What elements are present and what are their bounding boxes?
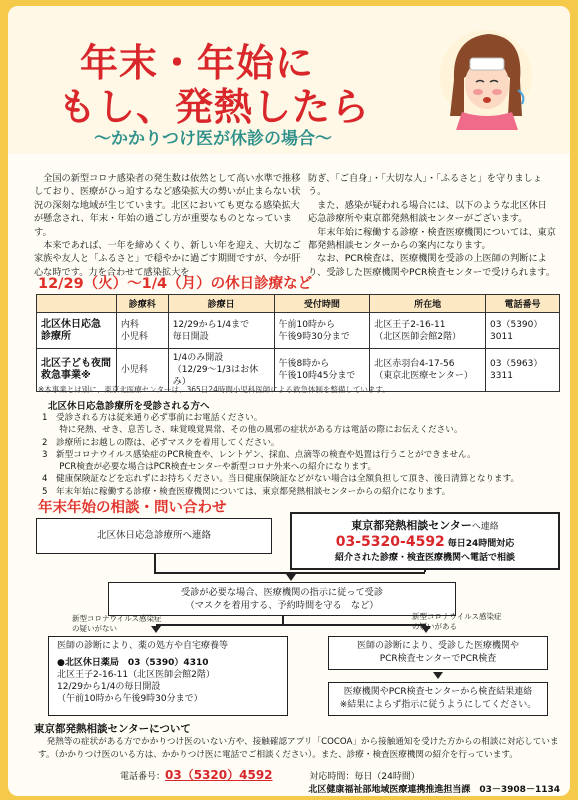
list-item: 4 健康保険証などを忘れずにお持ちください。当日健康保険証などがない場合は全額負担して頂き、後日清算となります。 (42, 474, 520, 485)
arrow-down-icon (433, 672, 443, 679)
table-cell: 午後8時から 午後10時45分まで (274, 349, 370, 392)
bottom-tel-line (120, 766, 420, 783)
col-header: 所在地 (370, 295, 486, 313)
list-item: 5 年末年始に稼働する診療・検査医療機関については、東京都発熱相談センターからの紹介になります。 (42, 486, 451, 497)
col-header: 診療科 (116, 295, 168, 313)
col-header (37, 295, 117, 313)
bottom-text: 発熱等の症状がある方でかかりつけ医のいない方や、接触確認アプリ「COCOA」から接触通知を受けた方からの相談に対応しています。（かかりつけ医のいる方は、かかりつけ医に電話でご相談ください）。また、診療・検査医療機関の紹介を行っています。 (38, 737, 559, 760)
branch-left-label: 新型コロナウイルス感染症 の疑いがない (72, 614, 162, 633)
center-phone: 03-5320-4592 (335, 534, 445, 550)
table-cell: 12/29から1/4まで 毎日開設 (168, 313, 274, 349)
lower-right-bottom-box: 医療機関やPCR検査センターから検査結果連絡 ※結果によらず指示に従うようにしてください。 (328, 682, 548, 716)
center-phone-row (292, 534, 558, 550)
pharmacy-detail: 北区王子2-16-11（北区医師会館2階） 12/29から1/4の毎日開設 （午前10時から午後9時30分まで） (57, 670, 215, 704)
schedule-note: ※本事業とは別に、東京北医療センターは、365日24時間小児科医師による救急体制を整備しています。 (38, 385, 390, 394)
col-header: 診療日 (168, 295, 274, 313)
list-item: 3 新型コロナウイルス感染症のPCR検査や、レントゲン、採血、点滴等の検査や処置は行うことができません。 PCR検査が必要な場合はPCR検査センターや新型コロナ外来への紹介になります。 (42, 449, 476, 473)
facility-name: 北区休日応急 診療所 (37, 313, 117, 349)
tel-number: 03（5320）4592 (165, 768, 273, 782)
schedule-table (36, 294, 560, 392)
connector (156, 624, 426, 626)
col-header: 電話番号 (486, 295, 560, 313)
connector (282, 616, 284, 624)
rules-list (42, 412, 562, 498)
left-box: 北区休日応急診療所へ連絡 (36, 518, 272, 554)
intro-left: 全国の新型コロナ感染者の発生数は依然として高い水準で推移しており、医療がひっ迫するなど感染拡大の勢いが止まらない状況の深刻な地域が生じています。北区においても更なる感染拡大が懸念され、年末・年始の過ごし方が重要なものとなっています。 本来であれば、一年を締めくくり、新しい年を迎え、大切なご家族や友人と「ふるさと」で穏やかに過ごす期間ですが、今が肝心な時です。力を合わせて感染拡大を (34, 173, 301, 278)
table-cell: 1/4のみ開設 （12/29～1/3はお休み） (168, 349, 274, 392)
consult-heading: 年末年始の相談・問い合わせ (38, 500, 227, 516)
table-cell: 午前10時から 午後9時30分まで (274, 313, 370, 349)
list-item: 1 受診される方は従来通り必ず事前にお電話ください。 特に発熱、せき、息苦しさ、味覚嗅覚異常、その他の風邪の症状がある方は電話の際にお伝えください。 (42, 413, 463, 436)
list-item: 2 診療所にお越しの際は、必ずマスクを着用してください。 (42, 437, 280, 448)
fever-girl-illustration (426, 20, 546, 130)
arrow-down-icon (286, 574, 296, 581)
table-cell: 内科 小児科 (116, 313, 168, 349)
title-line-1: 年末・年始に (80, 41, 315, 85)
rules-heading: 北区休日応急診療所を受診される方へ (48, 401, 210, 412)
center-title-suffix: へ連絡 (471, 522, 499, 532)
table-cell: 小児科 (116, 349, 168, 392)
branch-right-label: 新型コロナウイルス感染症 の疑いがある (412, 612, 502, 631)
center-title: 東京都発熱相談センター (351, 519, 472, 532)
tel-label: 電話番号： (120, 772, 166, 782)
footer (8, 784, 570, 796)
center-box (290, 512, 560, 570)
title-line-2: もし、発熱したら (58, 85, 371, 129)
table-cell: 03（5963） 3311 (486, 349, 560, 392)
lower-left-title: 医師の診断により、薬の処方や自宅療養等 (57, 641, 229, 651)
header (8, 6, 570, 154)
flyer-sheet (8, 6, 570, 796)
connector (154, 554, 156, 572)
footer-text: 北区健康福祉部地域医療連携推進担当課 03－3908－1134 (308, 785, 560, 795)
table-cell: 北区赤羽台4-17-56 （東京北医療センター） (370, 349, 486, 392)
schedule-heading: 12/29（火）～1/4（月）の休日診療など (38, 276, 313, 292)
bottom-heading: 東京都発熱相談センターについて (34, 723, 191, 735)
middle-box: 受診が必要な場合、医療機関の指示に従って受診 （マスクを着用する、予約時間を守る など） (108, 582, 456, 616)
tel-hours: 対応時間：毎日（24時間） (309, 772, 420, 782)
pharmacy-name: ●北区休日薬局 03（5390）4310 (57, 658, 209, 668)
center-hours: 毎日24時間対応 (447, 539, 515, 549)
center-title-wrap (292, 517, 558, 533)
table-row (37, 313, 560, 349)
subtitle: ～かかりつけ医が休診の場合～ (94, 129, 332, 149)
facility-name: 北区子ども夜間 救急事業※ (37, 349, 117, 392)
table-cell: 03（5390） 3011 (486, 313, 560, 349)
intro-right: 防ぎ、「ご自身」・「大切な人」・「ふるさと」を守りましょう。 また、感染が疑われる場合には、以下のような北区休日応急診療所や東京都発熱相談センターがございます。 年末年始に稼働する診療・検査医療機関については、東京都発熱相談センターからの案内になります。 なお、PCR検査は、医療機関を受診の上医師の判断により、受診した医療機関やPCR検査センターで受けられます。 (308, 173, 556, 278)
table-cell: 北区王子2-16-11 （北区医師会館2階） (370, 313, 486, 349)
col-header: 受付時間 (274, 295, 370, 313)
lower-right-top-box: 医師の診断により、受診した医療機関や PCR検査センターでPCR検査 (328, 636, 548, 670)
lower-left-box (48, 636, 288, 716)
center-sub: 紹介された診療・検査医療機関へ電話で相談 (334, 553, 515, 563)
